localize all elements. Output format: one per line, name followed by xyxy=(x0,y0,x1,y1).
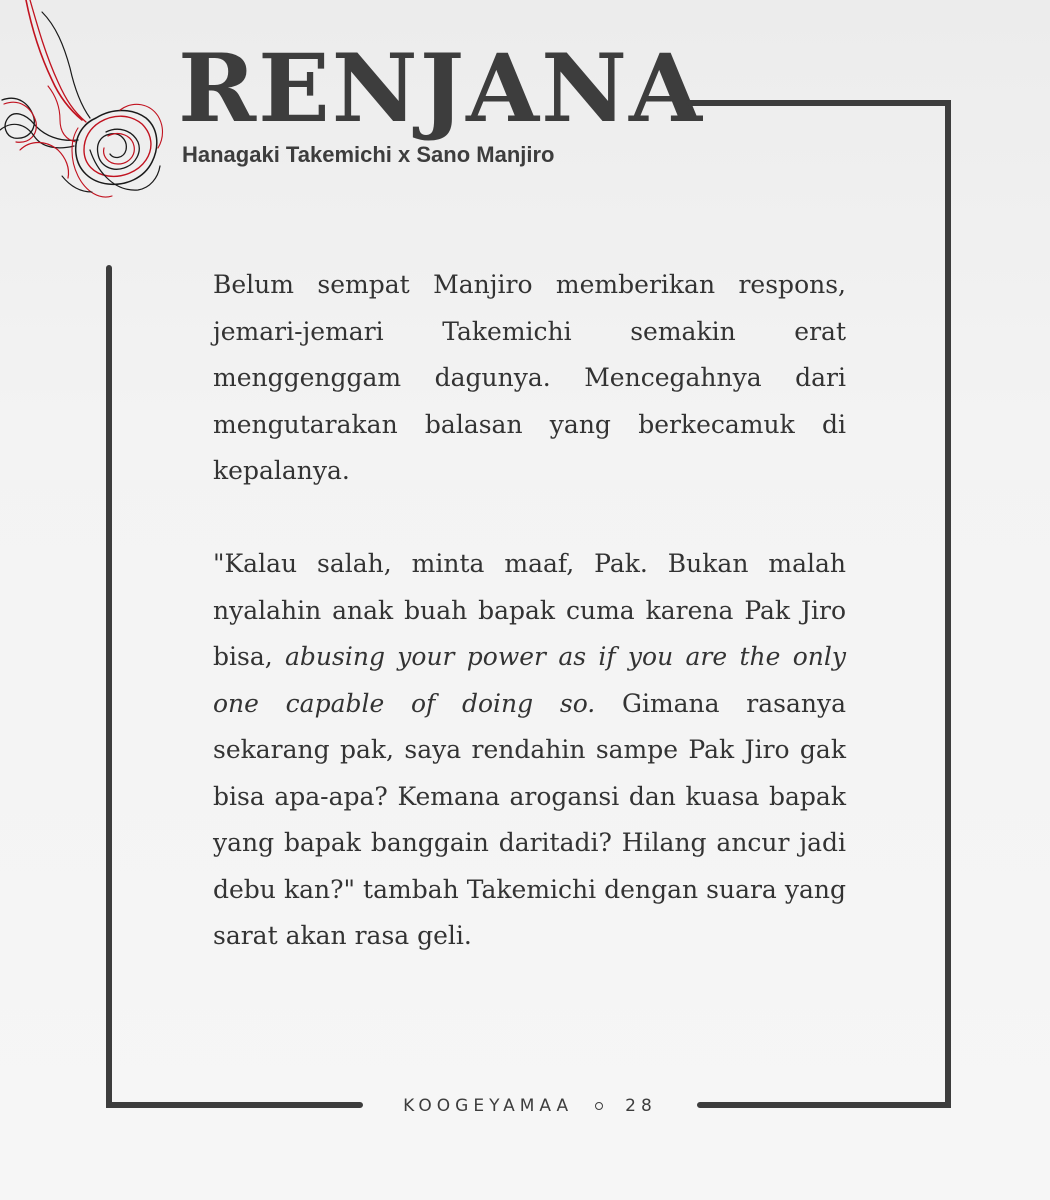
paragraph-2 xyxy=(213,541,846,960)
page-subtitle: Hanagaki Takemichi x Sano Manjiro xyxy=(182,142,555,167)
paragraph-2-start: "Kalau salah, minta maaf, Pak. Bukan malah nyalahin anak buah bapak cuma karena Pak Jiro bisa, xyxy=(213,549,846,671)
page-number: 28 xyxy=(625,1096,657,1116)
story-text xyxy=(213,262,846,960)
separator-dot-icon xyxy=(595,1102,603,1110)
author-name: KOOGEYAMAA xyxy=(403,1096,574,1116)
footer xyxy=(365,1091,695,1121)
paragraph-2-end: Gimana rasanya sekarang pak, saya rendahin sampe Pak Jiro gak bisa apa-apa? Kemana arogansi dan kuasa bapak yang bapak banggain daritadi? Hilang ancur jadi debu kan?" tambah Takemichi dengan suara yang sarat akan rasa geli. xyxy=(213,688,846,950)
page-title: RENJANA xyxy=(178,34,704,144)
rose-icon xyxy=(0,0,175,215)
paragraph-2-italic: abusing your power as if you are the only one capable of doing so. xyxy=(213,642,847,718)
paragraph-1: Belum sempat Manjiro memberikan respons, jemari-jemari Takemichi semakin erat menggenggam dagunya. Mencegahnya dari mengutarakan balasan yang berkecamuk di kepalanya. xyxy=(213,270,846,485)
